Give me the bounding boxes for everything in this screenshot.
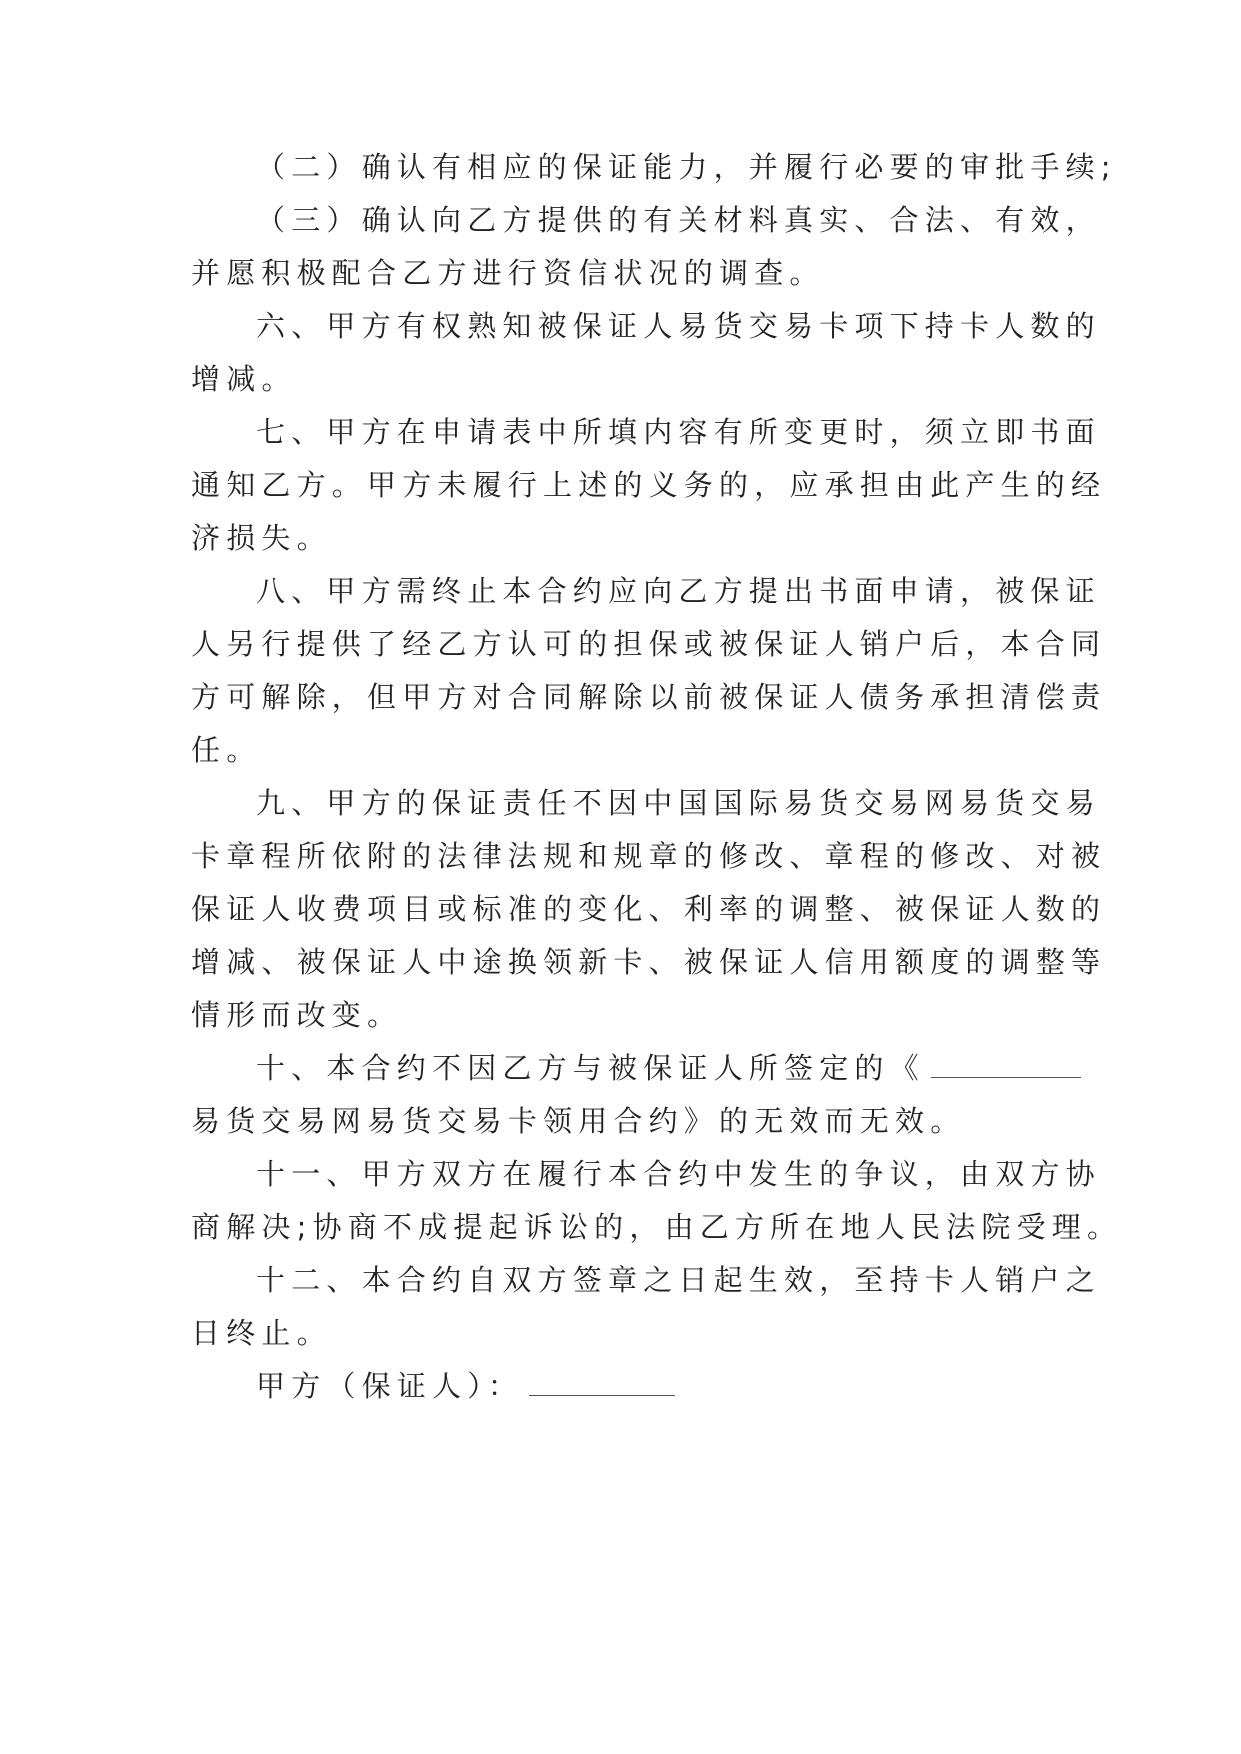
- clause-9-line-4: 增减、被保证人中途换领新卡、被保证人信用额度的调整等: [191, 945, 1107, 979]
- clause-6-line-2: 增减。: [191, 362, 297, 396]
- clause-7-line-3: 济损失。: [191, 521, 332, 555]
- contract-name-blank: [931, 1051, 1081, 1078]
- clause-10-line-2: 易货交易网易货交易卡领用合约》的无效而无效。: [191, 1104, 966, 1138]
- clause-7-line-1: 七、甲方在申请表中所填内容有所变更时，须立即书面: [256, 415, 1101, 449]
- clause-7-line-2: 通知乙方。甲方未履行上述的义务的，应承担由此产生的经: [191, 468, 1107, 502]
- clause-9-line-5: 情形而改变。: [191, 998, 403, 1032]
- clause-10-line-1: [256, 1048, 1081, 1088]
- clause-6-line-1: 六、甲方有权熟知被保证人易货交易卡项下持卡人数的: [256, 309, 1101, 343]
- clause-10-line-1-text: 十、本合约不因乙方与被保证人所签定的《: [256, 1051, 925, 1085]
- party-a-signature-line: [256, 1366, 675, 1406]
- clause-9-line-1: 九、甲方的保证责任不因中国国际易货交易网易货交易: [256, 786, 1101, 820]
- clause-8-line-3: 方可解除，但甲方对合同解除以前被保证人债务承担清偿责: [191, 680, 1107, 714]
- clause-12-line-2: 日终止。: [191, 1316, 332, 1350]
- party-a-label: 甲方（保证人）：: [256, 1369, 524, 1403]
- party-a-signature-blank: [529, 1369, 675, 1396]
- paragraph-item-3-line-2: 并愿积极配合乙方进行资信状况的调查。: [191, 256, 825, 290]
- clause-8-line-2: 人另行提供了经乙方认可的担保或被保证人销户后，本合同: [191, 627, 1107, 661]
- clause-11-line-2: 商解决;协商不成提起诉讼的，由乙方所在地人民法院受理。: [191, 1210, 1123, 1244]
- clause-12-line-1: 十二、本合约自双方签章之日起生效，至持卡人销户之: [256, 1263, 1101, 1297]
- clause-8-line-4: 任。: [191, 733, 262, 767]
- clause-11-line-1: 十一、甲方双方在履行本合约中发生的争议，由双方协: [256, 1157, 1101, 1191]
- paragraph-item-3-line-1: （三）确认向乙方提供的有关材料真实、合法、有效，: [256, 203, 1101, 237]
- clause-9-line-2: 卡章程所依附的法律法规和规章的修改、章程的修改、对被: [191, 839, 1107, 873]
- clause-8-line-1: 八、甲方需终止本合约应向乙方提出书面申请，被保证: [256, 574, 1101, 608]
- clause-9-line-3: 保证人收费项目或标准的变化、利率的调整、被保证人数的: [191, 892, 1107, 926]
- paragraph-item-2-line-1: （二）确认有相应的保证能力，并履行必要的审批手续;: [256, 150, 1117, 184]
